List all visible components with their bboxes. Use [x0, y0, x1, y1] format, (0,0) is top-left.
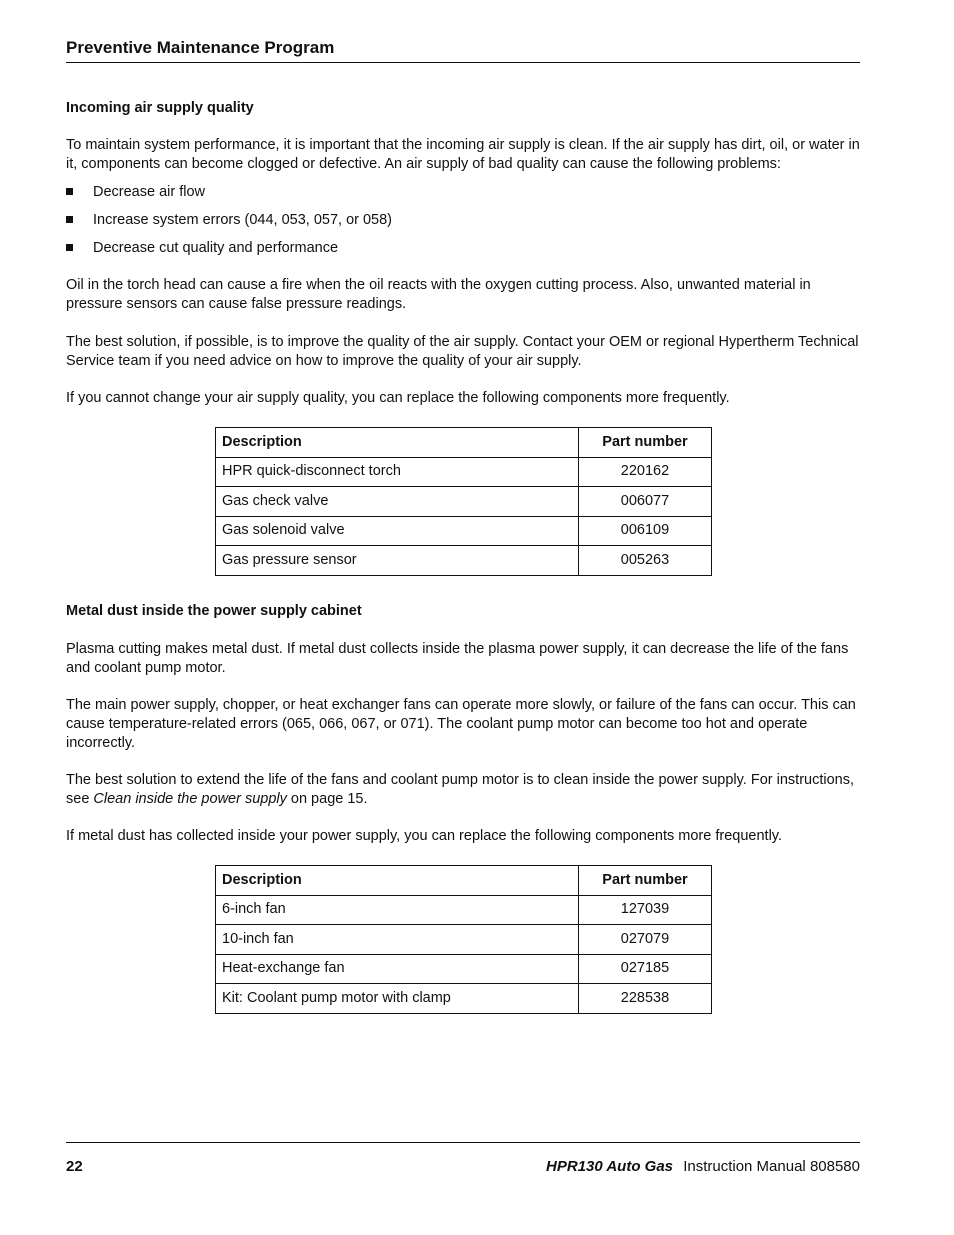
cell-description: 10-inch fan [216, 925, 579, 955]
page-header-title: Preventive Maintenance Program [66, 38, 335, 57]
document-number: 808580 [809, 1158, 860, 1175]
manual-type: Instruction Manual [683, 1158, 806, 1175]
cell-part-number: 220162 [579, 457, 712, 487]
bullet-text: Decrease cut quality and performance [93, 240, 339, 256]
bullet-item [66, 183, 205, 202]
cell-part-number: 006077 [579, 487, 712, 517]
bullet-item [66, 211, 392, 230]
metal-dust-parts-table [215, 865, 712, 1014]
cell-part-number: 006109 [579, 516, 712, 546]
metal-dust-intro-paragraph: Plasma cutting makes metal dust. If metal dust collects inside the plasma power supply, it can decrease the life of the fans and coolant pump motor. [66, 641, 849, 676]
table-row [216, 954, 712, 984]
clean-solution-paragraph [66, 771, 860, 809]
cell-description: Gas solenoid valve [216, 516, 579, 546]
cell-description: 6-inch fan [216, 895, 579, 925]
bullet-item [66, 239, 338, 258]
cell-description: Kit: Coolant pump motor with clamp [216, 984, 579, 1014]
cell-description: Gas check valve [216, 487, 579, 517]
table-header-row [216, 866, 712, 896]
table-row [216, 457, 712, 487]
cell-part-number: 127039 [579, 895, 712, 925]
oil-warning-paragraph: Oil in the torch head can cause a fire when the oil reacts with the oxygen cutting process. Also, unwanted material in pressure sensors can cause false pressure readings. [66, 277, 811, 312]
cell-part-number: 027185 [579, 954, 712, 984]
table-row [216, 925, 712, 955]
footer-document-info [546, 1157, 860, 1176]
table-row [216, 546, 712, 576]
column-header-description: Description [216, 428, 579, 458]
fans-failure-paragraph: The main power supply, chopper, or heat exchanger fans can operate more slowly, or failure of the fans can occur. This can cause temperature-related errors (065, 066, 067, or 071). The coolant pump motor can become too hot and operate incorrectly. [66, 697, 856, 751]
table-row [216, 516, 712, 546]
bullet-square-icon [66, 216, 73, 223]
section-heading-air-supply: Incoming air supply quality [66, 100, 254, 116]
column-header-description: Description [216, 866, 579, 896]
header-divider [66, 62, 860, 63]
replace-dust-components-paragraph: If metal dust has collected inside your power supply, you can replace the following components more frequently. [66, 828, 782, 844]
cell-description: HPR quick-disconnect torch [216, 457, 579, 487]
table-row [216, 487, 712, 517]
bullet-square-icon [66, 244, 73, 251]
page-number: 22 [66, 1158, 83, 1175]
footer-divider [66, 1142, 860, 1143]
column-header-part-number: Part number [579, 866, 712, 896]
cell-description: Gas pressure sensor [216, 546, 579, 576]
clean-solution-text: The best solution to extend the life of the fans and coolant pump motor is to clean inside the power supply. For instructions, see [66, 772, 855, 807]
section-heading-metal-dust: Metal dust inside the power supply cabinet [66, 603, 362, 619]
cell-part-number: 005263 [579, 546, 712, 576]
replace-components-paragraph: If you cannot change your air supply quality, you can replace the following components more frequently. [66, 390, 730, 406]
bullet-text: Increase system errors (044, 053, 057, or 058) [93, 212, 393, 228]
product-model: HPR130 Auto Gas [546, 1158, 674, 1175]
air-supply-parts-table [215, 427, 712, 576]
bullet-square-icon [66, 188, 73, 195]
air-supply-intro-paragraph: To maintain system performance, it is important that the incoming air supply is clean. If the air supply has dirt, oil, or water in it, components can become clogged or defective. An air supply of bad quality can cause the following problems: [66, 137, 860, 172]
table-row [216, 895, 712, 925]
best-solution-paragraph: The best solution, if possible, is to improve the quality of the air supply. Contact your OEM or regional Hypertherm Technical Service team if you need advice on how to improve the quality of your air supply. [66, 334, 859, 369]
cell-description: Heat-exchange fan [216, 954, 579, 984]
page-reference-text: on page 15. [286, 791, 368, 807]
table-header-row [216, 428, 712, 458]
bullet-text: Decrease air flow [93, 184, 206, 200]
clean-inside-reference-link[interactable]: Clean inside the power supply [93, 791, 287, 807]
cell-part-number: 027079 [579, 925, 712, 955]
column-header-part-number: Part number [579, 428, 712, 458]
cell-part-number: 228538 [579, 984, 712, 1014]
table-row [216, 984, 712, 1014]
